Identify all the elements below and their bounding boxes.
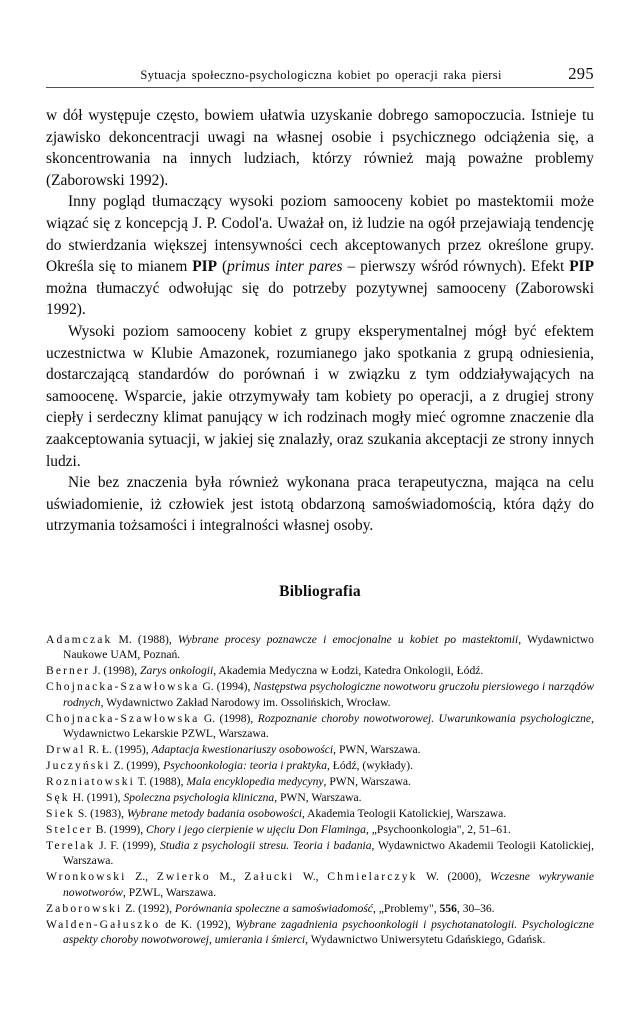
bibliography-entry: Sęk H. (1991), Spoleczna psychologia kliniczna, PWN, Warszawa. [46,790,362,804]
bibliography-entry: Berner J. (1998), Zarys onkologii, Akademia Medyczna w Łodzi, Katedra Onkologii, Łódź. [46,664,484,678]
body-paragraph: Wysoki poziom samooceny kobiet z grupy eksperymentalnej mógł być efektem uczestnictwa w Klubie Amazonek, rozumianego jako spotkania z grupą odniesienia, dostarczającą standardów do porównań i w związku z tym oddziaływających na samoocenę. Wsparcie, jakie otrzymywały tam kobiety po operacji, a z drugiej strony ciepły i serdeczny klimat panujący w ich rodzinach mogły mieć ogromne znaczenie dla zaakceptowania sytuacji, w jakiej się znalazły, oraz szukania akceptacji ze strony innych ludzi. [46,322,594,470]
bibliography-author: Stelcer [46,822,93,836]
bibliography-author: Zwierko [156,870,211,884]
bibliography-author: Walden-Gałuszko [46,917,161,931]
bibliography-entry: Walden-Gałuszko de K. (1992), Wybrane zagadnienia psychoonkologii i psychotanatologii. Psychologiczne aspekty choroby nowotworowej, umierania i śmierci, Wydawnictwo Uniwersytetu Gdańskiego, Gdańsk. [46,917,595,946]
bibliography-entry: Adamczak M. (1988), Wybrane procesy poznawcze i emocjonalne u kobiet po mastektomii, Wydawnictwo Naukowe UAM, Poznań. [46,632,594,662]
bibliography-author: Chmielarczyk [327,870,418,884]
bibliography-entry: Terelak J. F. (1999), Studia z psychologii stresu. Teoria i badania, Wydawnictwo Akademii Teologii Katolickiej, Warszawa. [46,838,594,868]
bibliography-author: Chojnacka-Szawłowska [46,680,200,694]
bibliography-entry: Drwal R. Ł. (1995), Adaptacja kwestionariuszy osobowości, PWN, Warszawa. [46,743,421,757]
running-head-title: Sytuacja społeczno-psychologiczna kobiet po operacji raka piersi [140,68,502,82]
bibliography-author: Załucki [244,870,295,884]
body-text [46,105,594,537]
bibliography-entry: Chojnacka-Szawłowska G. (1998), Rozpoznanie choroby nowotworowej. Uwarunkowania psychologiczne, Wydawnictwo Lekarskie PZWL, Warszawa. [46,711,594,741]
bibliography-author: Adamczak [46,632,113,646]
bibliography-entry: Siek S. (1983), Wybrane metody badania osobowości, Akademia Teologii Katolickiej, Warszawa. [46,806,507,820]
bibliography-author: Berner [46,664,91,678]
bibliography-author: Chojnacka-Szawłowska [46,711,200,725]
bibliography-entry: Chojnacka-Szawłowska G. (1994), Następstwa psychologiczne nowotworu gruczołu piersiowego i narządów rodnych, Wydawnictwo Zakład Narodowy im. Ossolińskich, Wrocław. [46,680,594,709]
bibliography-author: Juczyński [46,759,111,772]
bibliography-author: Sęk [46,790,70,804]
body-paragraph: Nie bez znaczenia była również wykonana praca terapeutyczna, mająca na celu uświadomienie, iż człowiek jest istotą obdarzoną samoświadomością, która dąży do utrzymania tożsamości i integralności własnej osoby. [46,474,594,535]
bibliography-entry: Wronkowski Z., Zwierko M., Załucki W., Chmielarczyk W. (2000), Wczesne wykrywanie nowotworów, PZWL, Warszawa. [46,870,594,899]
page-number: 295 [568,64,594,83]
bibliography-heading: Bibliografia [279,582,361,600]
header-rule [46,87,594,88]
bibliography-author: Siek [46,806,76,820]
bibliography-entry: Juczyński Z. (1999), Psychoonkologia: teoria i praktyka, Łódź, (wykłady). [46,759,413,772]
bibliography-entry: Stelcer B. (1999), Chory i jego cierpienie w ujęciu Don Flaminga, „Psychoonkologia", 2, 51–61. [46,822,511,836]
bibliography-author: Terelak [46,838,96,852]
body-paragraph: Inny pogląd tłumaczący wysoki poziom samooceny kobiet po mastektomii może wiązać się z koncepcją J. P. Codol'a. Uważał on, iż ludzie na ogół przejawiają tendencję do stwierdzania większej intensywności cech akceptowanych przez określone grupy. Określa się to mianem PIP (primus inter pares – pierwszy wśród równych). Efekt PIP można tłumaczyć odwołując się do potrzeby pozytywnej samooceny (Zaborowski 1992). [46,193,594,319]
running-head [46,64,594,86]
bibliography-author: Wronkowski [46,870,127,884]
bibliography-author: Drwal [46,743,86,757]
bibliography-list [46,632,594,948]
bibliography-entry: Rozniatowski T. (1988), Mala encyklopedia medycyny, PWN, Warszawa. [46,774,411,788]
body-paragraph: w dół występuje często, bowiem ułatwia uzyskanie dobrego samopoczucia. Istnieje tu zjawisko dekoncentracji uwagi na własnej osobie i psychicznego odciążenia się, a skoncentrowania na innych ludziach, którzy również mają poważne problemy (Zaborowski 1992). [46,107,594,189]
bibliography-author: Zaborowski [46,901,123,915]
page-content [46,64,594,947]
bibliography-author: Rozniatowski [46,774,135,788]
bibliography-entry: Zaborowski Z. (1992), Porównania spoleczne a samoświadomość, „Problemy", 556, 30–36. [46,901,495,915]
